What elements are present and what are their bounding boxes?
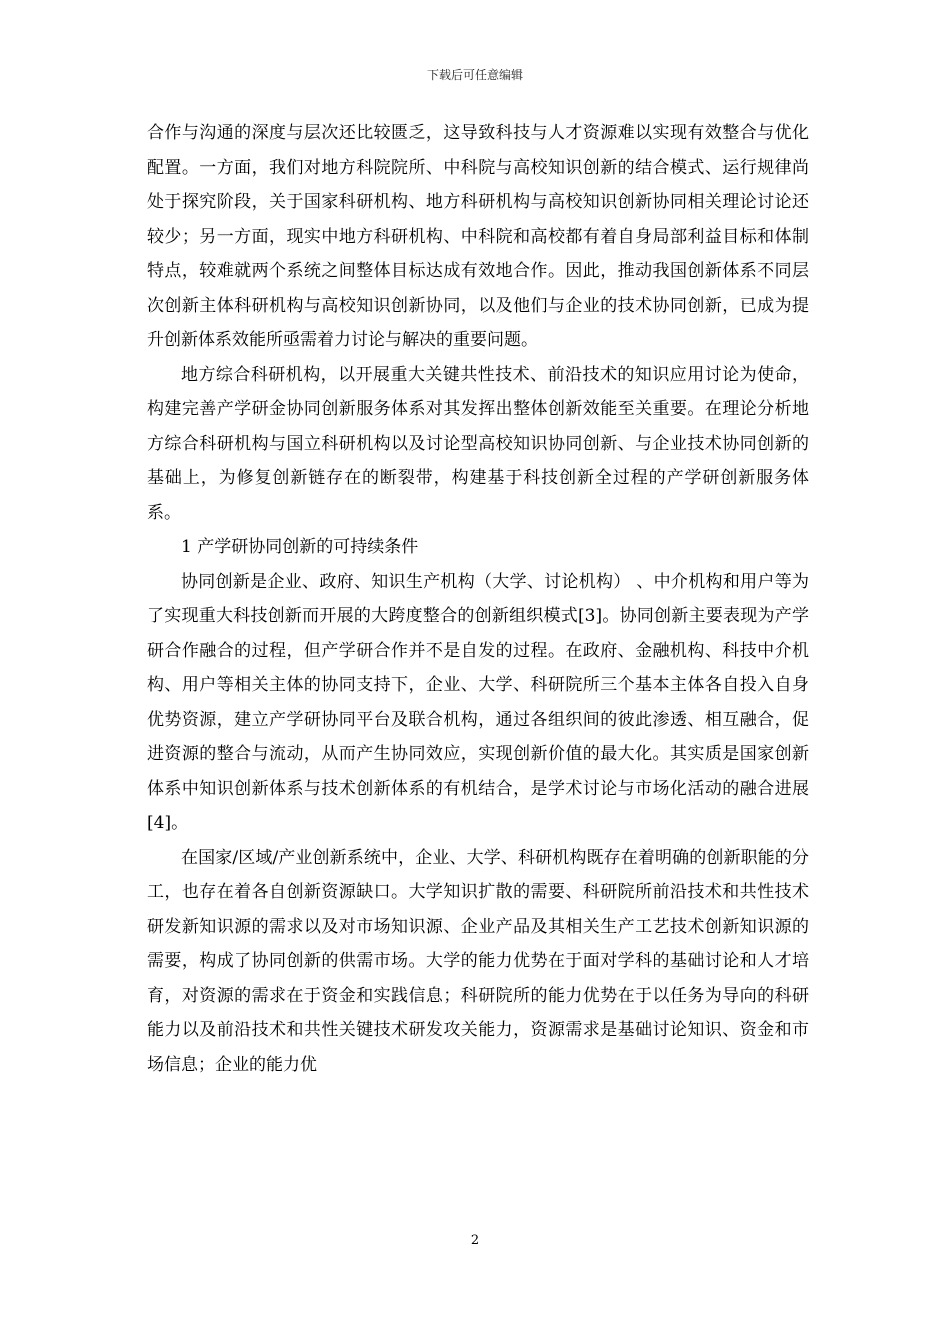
page-header: 下载后可任意编辑 xyxy=(426,68,523,82)
page-number: 2 xyxy=(470,1233,480,1248)
body-text xyxy=(147,116,809,1082)
paragraph-continued: 合作与沟通的深度与层次还比较匮乏，这导致科技与人才资源难以实现有效整合与优化配置。一方面，我们对地方科院院所、中科院与高校知识创新的结合模式、运行规律尚处于探究阶段，关于国家科研机构、地方科研机构与高校知识创新协同相关理论讨论还较少；另一方面，现实中地方科研机构、中科院和高校都有着自身局部利益目标和体制特点，较难就两个系统之间整体目标达成有效地合作。因此，推动我国创新体系不同层次创新主体科研机构与高校知识创新协同，以及他们与企业的技术协同创新，已成为提升创新体系效能所亟需着力讨论与解决的重要问题。 xyxy=(147,123,809,350)
paragraph: 地方综合科研机构，以开展重大关键共性技术、前沿技术的知识应用讨论为使命，构建完善产学研金协同创新服务体系对其发挥出整体创新效能至关重要。在理论分析地方综合科研机构与国立科研机构以及讨论型高校知识协同创新、与企业技术协同创新的基础上，为修复创新链存在的断裂带，构建基于科技创新全过程的产学研创新服务体系。 xyxy=(147,364,809,523)
paragraph: 在国家/区域/产业创新系统中，企业、大学、科研机构既存在着明确的创新职能的分工，也存在着各自创新资源缺口。大学知识扩散的需要、科研院所前沿技术和共性技术研发新知识源的需求以及对市场知识源、企业产品及其相关生产工艺技术创新知识源的需要，构成了协同创新的供需市场。大学的能力优势在于面对学科的基础讨论和人才培育，对资源的需求在于资金和实践信息；科研院所的能力优势在于以任务为导向的科研能力以及前沿技术和共性关键技术研发攻关能力，资源需求是基础讨论知识、资金和市场信息；企业的能力优 xyxy=(147,847,809,1075)
section-heading: 1 产学研协同创新的可持续条件 xyxy=(181,537,419,557)
paragraph: 协同创新是企业、政府、知识生产机构（大学、讨论机构） 、中介机构和用户等为了实现重大科技创新而开展的大跨度整合的创新组织模式[3]。协同创新主要表现为产学研合作融合的过程，但产学研合作并不是自发的过程。在政府、金融机构、科技中介机构、用户等相关主体的协同支持下，企业、大学、科研院所三个基本主体各自投入自身优势资源，建立产学研协同平台及联合机构，通过各组织间的彼此渗透、相互融合，促进资源的整合与流动，从而产生协同效应，实现创新价值的最大化。其实质是国家创新体系中知识创新体系与技术创新体系的有机结合，是学术讨论与市场化活动的融合进展[4]。 xyxy=(147,571,809,833)
